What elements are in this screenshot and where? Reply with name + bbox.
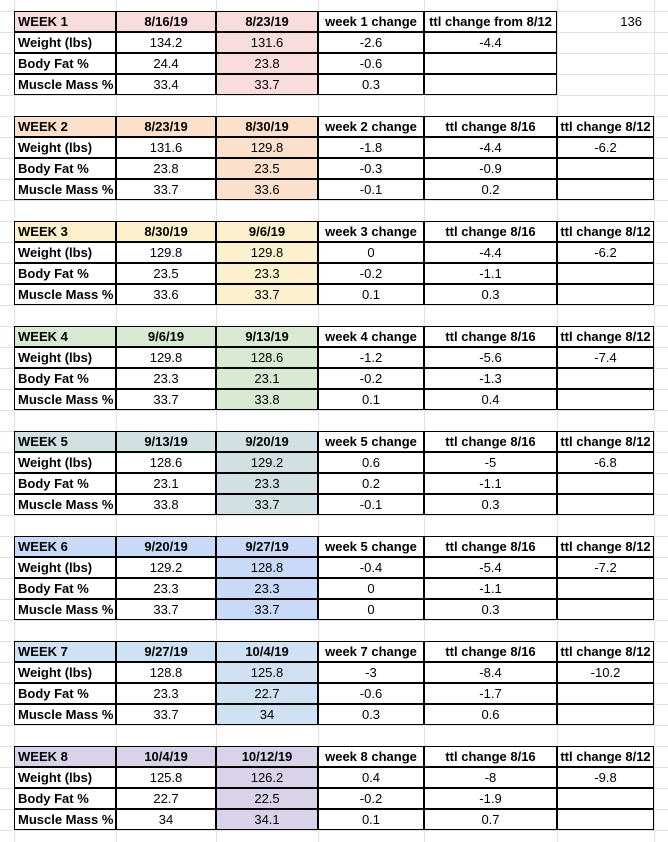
row-label-cell[interactable]: Weight (lbs) — [14, 347, 116, 368]
value-cell-v2[interactable]: 33.6 — [216, 179, 318, 200]
row-label-cell[interactable]: Muscle Mass % — [14, 599, 116, 620]
value-cell-change[interactable]: 0.2 — [318, 473, 424, 494]
value-cell-v2[interactable]: 23.3 — [216, 473, 318, 494]
value-cell-v1[interactable]: 33.8 — [116, 494, 216, 515]
value-cell-ttl[interactable]: 0.3 — [424, 494, 557, 515]
value-cell-ttl2[interactable] — [557, 578, 654, 599]
value-cell-v1[interactable]: 23.3 — [116, 683, 216, 704]
gridline — [0, 830, 668, 831]
week-header-title[interactable]: WEEK 5 — [14, 431, 116, 452]
value-cell-v2[interactable]: 23.8 — [216, 53, 318, 74]
row-label-cell[interactable]: Muscle Mass % — [14, 809, 116, 830]
week-header-ttl-label[interactable]: ttl change 8/16 — [424, 431, 557, 452]
value-cell-change[interactable]: -3 — [318, 662, 424, 683]
week-header-date2[interactable]: 10/12/19 — [216, 746, 318, 767]
value-cell-ttl2[interactable]: -7.4 — [557, 347, 654, 368]
week-header-title[interactable]: WEEK 7 — [14, 641, 116, 662]
value-cell-v2[interactable]: 34 — [216, 704, 318, 725]
row-label-cell[interactable]: Muscle Mass % — [14, 704, 116, 725]
week-header-ttl2-label[interactable]: ttl change 8/12 — [557, 221, 654, 242]
value-cell-ttl2[interactable] — [557, 494, 654, 515]
value-cell-v1[interactable]: 33.7 — [116, 704, 216, 725]
value-cell-v1[interactable]: 34 — [116, 809, 216, 830]
value-cell-v2[interactable]: 131.6 — [216, 32, 318, 53]
row-label-cell[interactable]: Body Fat % — [14, 578, 116, 599]
week-header-ttl-label[interactable]: ttl change 8/16 — [424, 326, 557, 347]
value-cell-v1[interactable]: 128.8 — [116, 662, 216, 683]
value-cell-v2[interactable]: 128.6 — [216, 347, 318, 368]
value-cell-ttl[interactable]: -4.4 — [424, 137, 557, 158]
value-cell-ttl[interactable]: 0.7 — [424, 809, 557, 830]
value-cell-v1[interactable]: 23.5 — [116, 263, 216, 284]
value-cell-change[interactable]: 0 — [318, 578, 424, 599]
week-header-ttl-label[interactable]: ttl change from 8/12 — [424, 11, 557, 32]
value-cell-v2[interactable]: 128.8 — [216, 557, 318, 578]
row-label-cell[interactable]: Weight (lbs) — [14, 557, 116, 578]
value-cell-ttl[interactable]: -1.1 — [424, 578, 557, 599]
value-cell-ttl2[interactable] — [557, 788, 654, 809]
row-label-cell[interactable]: Body Fat % — [14, 683, 116, 704]
value-cell-ttl2[interactable]: -7.2 — [557, 557, 654, 578]
value-cell-ttl[interactable]: -1.9 — [424, 788, 557, 809]
value-cell-v1[interactable]: 23.3 — [116, 368, 216, 389]
week-header-title[interactable]: WEEK 2 — [14, 116, 116, 137]
week-header-title[interactable]: WEEK 8 — [14, 746, 116, 767]
value-cell-ttl[interactable] — [424, 74, 557, 95]
value-cell-ttl[interactable]: -1.7 — [424, 683, 557, 704]
week-header-ttl-label[interactable]: ttl change 8/16 — [424, 536, 557, 557]
value-cell-ttl2[interactable] — [557, 284, 654, 305]
week-header-ttl2-label[interactable]: ttl change 8/12 — [557, 746, 654, 767]
week-header-title[interactable]: WEEK 6 — [14, 536, 116, 557]
value-cell-change[interactable]: 0 — [318, 599, 424, 620]
week-header-change-label[interactable]: week 3 change — [318, 221, 424, 242]
week-header-ttl2-label[interactable]: ttl change 8/12 — [557, 641, 654, 662]
value-cell-v2[interactable]: 23.5 — [216, 158, 318, 179]
value-cell-change[interactable]: 0 — [318, 242, 424, 263]
value-cell-ttl2[interactable]: -6.8 — [557, 452, 654, 473]
value-cell-ttl[interactable]: -1.1 — [424, 263, 557, 284]
value-cell-change[interactable]: -0.2 — [318, 368, 424, 389]
week-header-date2[interactable]: 8/30/19 — [216, 116, 318, 137]
week-header-title[interactable]: WEEK 1 — [14, 11, 116, 32]
value-cell-change[interactable]: -0.1 — [318, 494, 424, 515]
week-header-ttl2-label[interactable]: ttl change 8/12 — [557, 431, 654, 452]
week-header-change-label[interactable]: week 8 change — [318, 746, 424, 767]
value-cell-v1[interactable]: 125.8 — [116, 767, 216, 788]
value-cell-v1[interactable]: 131.6 — [116, 137, 216, 158]
value-cell-v1[interactable]: 128.6 — [116, 452, 216, 473]
value-cell-v1[interactable]: 129.8 — [116, 347, 216, 368]
value-cell-ttl[interactable]: 0.3 — [424, 284, 557, 305]
value-cell-v2[interactable]: 33.7 — [216, 284, 318, 305]
week-header-change-label[interactable]: week 4 change — [318, 326, 424, 347]
week-header-date1[interactable]: 9/13/19 — [116, 431, 216, 452]
value-cell-ttl2[interactable] — [557, 263, 654, 284]
value-cell-v2[interactable]: 126.2 — [216, 767, 318, 788]
value-cell-change[interactable]: 0.4 — [318, 767, 424, 788]
week-header-change-label[interactable]: week 7 change — [318, 641, 424, 662]
week-header-change-label[interactable]: week 5 change — [318, 431, 424, 452]
row-label-cell[interactable]: Muscle Mass % — [14, 284, 116, 305]
week-header-date2[interactable]: 8/23/19 — [216, 11, 318, 32]
value-cell-ttl2[interactable] — [557, 683, 654, 704]
week-header-change-label[interactable]: week 2 change — [318, 116, 424, 137]
row-label-cell[interactable]: Weight (lbs) — [14, 767, 116, 788]
value-cell-change[interactable]: -0.4 — [318, 557, 424, 578]
value-cell-change[interactable]: 0.6 — [318, 452, 424, 473]
value-cell-v2[interactable]: 23.3 — [216, 578, 318, 599]
value-cell-ttl[interactable]: -5 — [424, 452, 557, 473]
row-label-cell[interactable]: Weight (lbs) — [14, 242, 116, 263]
value-cell-change[interactable]: 0.3 — [318, 704, 424, 725]
row-label-cell[interactable]: Muscle Mass % — [14, 179, 116, 200]
value-cell-change[interactable]: 0.1 — [318, 809, 424, 830]
week-header-title[interactable]: WEEK 3 — [14, 221, 116, 242]
value-cell-ttl2[interactable] — [557, 473, 654, 494]
value-cell-ttl2[interactable] — [557, 809, 654, 830]
value-cell-ttl2[interactable] — [557, 179, 654, 200]
week-header-change-label[interactable]: week 1 change — [318, 11, 424, 32]
value-cell-change[interactable]: 0.1 — [318, 389, 424, 410]
week-header-change-label[interactable]: week 5 change — [318, 536, 424, 557]
value-cell-change[interactable]: -0.2 — [318, 788, 424, 809]
value-cell-ttl[interactable]: 0.2 — [424, 179, 557, 200]
week-header-date2[interactable]: 9/6/19 — [216, 221, 318, 242]
week-header-ttl2-label[interactable]: ttl change 8/12 — [557, 116, 654, 137]
value-cell-v2[interactable]: 34.1 — [216, 809, 318, 830]
value-cell-change[interactable]: -0.3 — [318, 158, 424, 179]
value-cell-v2[interactable]: 33.7 — [216, 494, 318, 515]
value-cell-v1[interactable]: 33.7 — [116, 599, 216, 620]
value-cell-v2[interactable]: 33.7 — [216, 74, 318, 95]
value-cell-ttl2[interactable]: -9.8 — [557, 767, 654, 788]
value-cell-v1[interactable]: 24.4 — [116, 53, 216, 74]
value-cell-v2[interactable]: 33.7 — [216, 599, 318, 620]
value-cell-change[interactable]: -0.2 — [318, 263, 424, 284]
week-header-ttl-label[interactable]: ttl change 8/16 — [424, 221, 557, 242]
value-cell-ttl[interactable]: 0.4 — [424, 389, 557, 410]
value-cell-ttl2[interactable]: -6.2 — [557, 137, 654, 158]
value-cell-v1[interactable]: 129.8 — [116, 242, 216, 263]
value-cell-ttl[interactable]: -4.4 — [424, 242, 557, 263]
value-cell-ttl[interactable]: -1.1 — [424, 473, 557, 494]
value-cell-v2[interactable]: 22.5 — [216, 788, 318, 809]
value-cell-ttl[interactable]: 0.6 — [424, 704, 557, 725]
value-cell-ttl2[interactable] — [557, 368, 654, 389]
row-label-cell[interactable]: Weight (lbs) — [14, 452, 116, 473]
value-cell-change[interactable]: -1.8 — [318, 137, 424, 158]
week-header-title[interactable]: WEEK 4 — [14, 326, 116, 347]
value-cell-ttl[interactable] — [424, 53, 557, 74]
row-label-cell[interactable]: Weight (lbs) — [14, 662, 116, 683]
value-cell-change[interactable]: -0.6 — [318, 53, 424, 74]
week-header-ttl-label[interactable]: ttl change 8/16 — [424, 116, 557, 137]
row-label-cell[interactable]: Body Fat % — [14, 788, 116, 809]
value-cell-v2[interactable]: 129.8 — [216, 242, 318, 263]
value-cell-ttl[interactable]: -5.6 — [424, 347, 557, 368]
value-cell-ttl[interactable]: -1.3 — [424, 368, 557, 389]
week-header-date1[interactable]: 10/4/19 — [116, 746, 216, 767]
value-cell-ttl[interactable]: -4.4 — [424, 32, 557, 53]
value-cell-v2[interactable]: 129.2 — [216, 452, 318, 473]
value-cell-change[interactable]: -1.2 — [318, 347, 424, 368]
value-cell-ttl2[interactable] — [557, 158, 654, 179]
week-header-ttl-label[interactable]: ttl change 8/16 — [424, 641, 557, 662]
row-label-cell[interactable]: Muscle Mass % — [14, 389, 116, 410]
value-cell-v1[interactable]: 33.6 — [116, 284, 216, 305]
corner-value-cell[interactable]: 136 — [620, 14, 642, 29]
week-header-date2[interactable]: 9/13/19 — [216, 326, 318, 347]
value-cell-ttl[interactable]: -8.4 — [424, 662, 557, 683]
week-header-ttl2-label[interactable]: ttl change 8/12 — [557, 536, 654, 557]
value-cell-v1[interactable]: 22.7 — [116, 788, 216, 809]
value-cell-v2[interactable]: 23.1 — [216, 368, 318, 389]
value-cell-v2[interactable]: 125.8 — [216, 662, 318, 683]
value-cell-ttl[interactable]: -5.4 — [424, 557, 557, 578]
value-cell-ttl2[interactable]: -10.2 — [557, 662, 654, 683]
week-header-date1[interactable]: 9/6/19 — [116, 326, 216, 347]
value-cell-v1[interactable]: 33.7 — [116, 179, 216, 200]
value-cell-ttl[interactable]: 0.3 — [424, 599, 557, 620]
value-cell-ttl2[interactable]: -6.2 — [557, 242, 654, 263]
week-header-ttl2-label[interactable]: ttl change 8/12 — [557, 326, 654, 347]
value-cell-ttl[interactable]: -0.9 — [424, 158, 557, 179]
value-cell-ttl[interactable]: -8 — [424, 767, 557, 788]
value-cell-v2[interactable]: 23.3 — [216, 263, 318, 284]
value-cell-v1[interactable]: 134.2 — [116, 32, 216, 53]
value-cell-change[interactable]: 0.1 — [318, 284, 424, 305]
row-label-cell[interactable]: Muscle Mass % — [14, 494, 116, 515]
week-header-date2[interactable]: 9/20/19 — [216, 431, 318, 452]
gridline — [0, 725, 668, 726]
gridline — [0, 200, 668, 201]
row-label-cell[interactable]: Body Fat % — [14, 158, 116, 179]
value-cell-v1[interactable]: 129.2 — [116, 557, 216, 578]
gridline — [0, 95, 668, 96]
gridline — [0, 410, 668, 411]
week-header-date2[interactable]: 9/27/19 — [216, 536, 318, 557]
value-cell-change[interactable]: -2.6 — [318, 32, 424, 53]
value-cell-change[interactable]: -0.1 — [318, 179, 424, 200]
value-cell-ttl2[interactable] — [557, 599, 654, 620]
week-header-ttl-label[interactable]: ttl change 8/16 — [424, 746, 557, 767]
value-cell-ttl2[interactable] — [557, 704, 654, 725]
value-cell-v1[interactable]: 23.1 — [116, 473, 216, 494]
value-cell-ttl2[interactable] — [557, 389, 654, 410]
week-header-date2[interactable]: 10/4/19 — [216, 641, 318, 662]
week-header-date1[interactable]: 8/16/19 — [116, 11, 216, 32]
value-cell-v2[interactable]: 22.7 — [216, 683, 318, 704]
value-cell-v2[interactable]: 33.8 — [216, 389, 318, 410]
row-label-cell[interactable]: Weight (lbs) — [14, 137, 116, 158]
value-cell-v1[interactable]: 23.3 — [116, 578, 216, 599]
value-cell-v1[interactable]: 23.8 — [116, 158, 216, 179]
row-label-cell[interactable]: Muscle Mass % — [14, 74, 116, 95]
row-label-cell[interactable]: Weight (lbs) — [14, 32, 116, 53]
value-cell-v1[interactable]: 33.7 — [116, 389, 216, 410]
week-header-date1[interactable]: 8/30/19 — [116, 221, 216, 242]
value-cell-change[interactable]: 0.3 — [318, 74, 424, 95]
value-cell-v1[interactable]: 33.4 — [116, 74, 216, 95]
row-label-cell[interactable]: Body Fat % — [14, 263, 116, 284]
value-cell-change[interactable]: -0.6 — [318, 683, 424, 704]
gridline — [0, 515, 668, 516]
row-label-cell[interactable]: Body Fat % — [14, 368, 116, 389]
gridline — [654, 0, 655, 842]
week-header-date1[interactable]: 9/20/19 — [116, 536, 216, 557]
row-label-cell[interactable]: Body Fat % — [14, 53, 116, 74]
row-label-cell[interactable]: Body Fat % — [14, 473, 116, 494]
gridline — [0, 620, 668, 621]
value-cell-v2[interactable]: 129.8 — [216, 137, 318, 158]
week-header-date1[interactable]: 8/23/19 — [116, 116, 216, 137]
week-header-date1[interactable]: 9/27/19 — [116, 641, 216, 662]
gridline — [0, 305, 668, 306]
